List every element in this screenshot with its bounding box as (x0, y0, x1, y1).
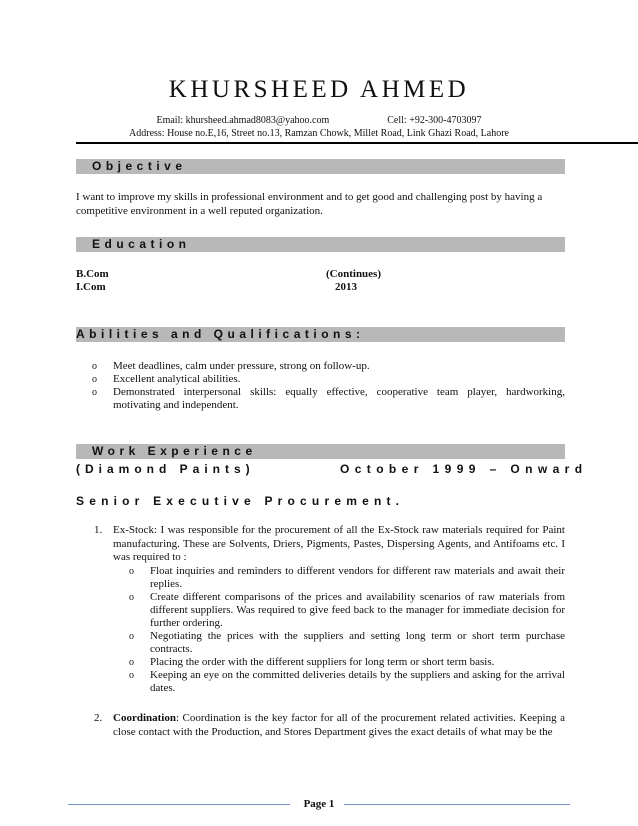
item-text: Coordination: Coordination is the key factor for all of the procurement related activities. Keeping a close contact with the Production, and Stores Department gives the exact details of what may be the (113, 712, 565, 738)
bullet-icon: o (129, 657, 134, 668)
bullet-icon: o (92, 387, 97, 398)
address-text: Address: House no.E,16, Street no.13, Ramzan Chowk, Millet Road, Link Ghazi Road, Lahore (129, 128, 509, 139)
job-title: Senior Executive Procurement. (76, 494, 405, 508)
objective-text: I want to improve my skills in professional environment and to get good and challenging post by having a competitive environment in a well reputed organization. (76, 191, 543, 217)
abilities-list (92, 360, 565, 412)
bullet-icon: o (129, 566, 134, 577)
list-item: o Placing the order with the different suppliers for long term or short term basis. (129, 656, 495, 668)
education-heading: Education (76, 237, 565, 252)
page-number: Page 1 (303, 798, 335, 810)
cell-text: Cell: +92-300-4703097 (387, 115, 482, 126)
item-label: Coordination (113, 712, 176, 724)
resume-name: KHURSHEED AHMED (168, 76, 470, 103)
contact-line (0, 115, 638, 126)
list-item: o Keeping an eye on the committed deliveries details by the suppliers and asking for the arrival dates. (129, 669, 565, 694)
bullet-icon: o (129, 592, 134, 603)
education-degree: I.Com (76, 281, 106, 293)
header-divider (76, 142, 638, 144)
list-item: o Negotiating the prices with the suppliers and setting long term or short term purchase contracts. (129, 630, 565, 655)
item-number: 1. (94, 524, 103, 536)
item-text: Ex-Stock: I was responsible for the procurement of all the Ex-Stock raw materials required for Paint manufacturing. These are Solvents, Driers, Pigments, Pastes, Dispersing Agents, and Antifoams etc. I was required to : (113, 524, 565, 563)
abilities-heading: Abilities and Qualifications: (76, 327, 565, 342)
list-item: o Meet deadlines, calm under pressure, strong on follow-up. (92, 360, 370, 372)
company-name: (Diamond Paints) (76, 462, 255, 476)
list-item: o Float inquiries and reminders to different vendors for different raw materials and await their replies. (129, 565, 565, 590)
email-text: Email: khursheed.ahmad8083@yahoo.com (156, 115, 330, 126)
bullet-icon: o (92, 361, 97, 372)
work-heading: Work Experience (76, 444, 565, 459)
list-item: o Excellent analytical abilities. (92, 373, 241, 385)
item-number: 2. (94, 712, 103, 724)
duties-list (129, 565, 565, 695)
education-status: 2013 (335, 281, 357, 293)
bullet-icon: o (92, 374, 97, 385)
objective-heading: Objective (76, 159, 565, 174)
list-item: o Demonstrated interpersonal skills: equally effective, cooperative team player, hardworking, motivating and independent. (92, 386, 565, 411)
education-degree: B.Com (76, 268, 109, 280)
list-item: o Create different comparisons of the prices and availability scenarios of raw materials from different suppliers. Was required to give feed back to the manager for immediate decision for further ordering. (129, 591, 565, 629)
work-period: October 1999 – Onward (340, 462, 588, 476)
bullet-icon: o (129, 670, 134, 681)
education-status: (Continues) (326, 268, 382, 280)
bullet-icon: o (129, 631, 134, 642)
